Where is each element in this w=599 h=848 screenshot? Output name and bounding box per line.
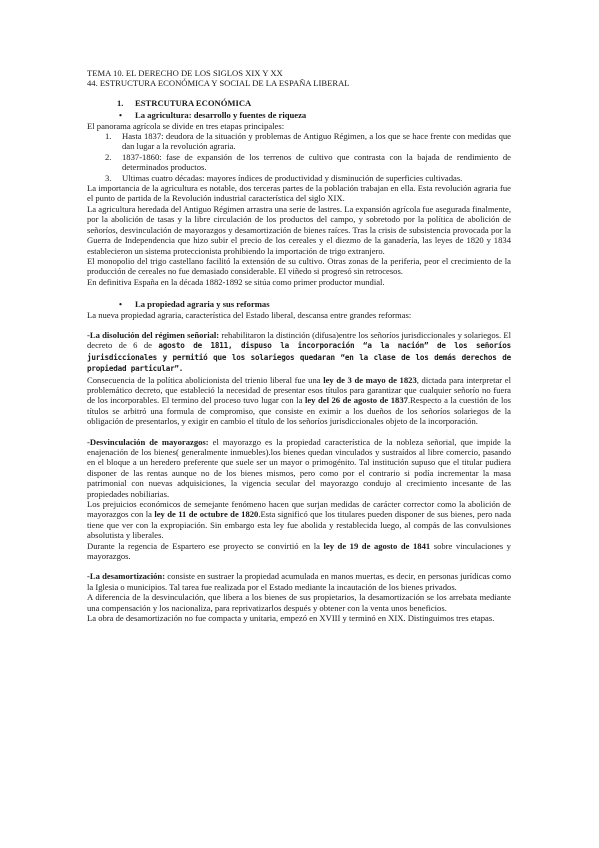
document-body bbox=[87, 68, 511, 624]
text-run: sobre vinculaciones y mayorazgos. bbox=[87, 540, 511, 562]
list-number: 1. bbox=[105, 131, 112, 142]
list-text: 1837-1860: fase de expansión de los terrenos de cultivo que contrasta con la bajada de rendimiento de determinados productos. bbox=[122, 151, 511, 173]
list-text: Hasta 1837: deudora de la situación y problemas de Antiguo Régimen, a los que se hace frente con medidas que dan lugar a la revolución agraria. bbox=[122, 131, 511, 152]
text-run: Consecuencia de la política abolicionista del trienio liberal fue una bbox=[87, 374, 324, 385]
subsection-title: La propiedad agraria y sus reformas bbox=[135, 299, 270, 310]
paragraph: A diferencia de la desvinculación, que libera a los bienes de sus propietarios, la desamortización se los arrebata mediante una compensación y los nacionaliza, para reprivatizarlos después y obtener con la venta unos beneficios. bbox=[87, 592, 511, 613]
stages-list bbox=[87, 131, 511, 183]
paragraph: El monopolio del trigo castellano facilitó la extensión de su cultivo. Otras zonas de la periferia, peor el crecimiento de la producción de cereales no fue demasiado considerable. El viñedo si progresó sin retrocesos. bbox=[87, 255, 511, 277]
section-number: 1. bbox=[117, 97, 124, 108]
text-run: el mayorazgo es la propiedad característica de la nobleza señorial, que impide la enajenación de los bienes( generalmente inmuebles).los bienes quedan vinculados y sustraídos al libre comercio, pasando en el bloque a un heredero preferente que suele ser un mayor o primogénito. Tal institución supuso que el titular pudiera disponer de las rentas aunque no de los bienes mismos, pero como por el contrario si podía incrementar la masa patrimonial con nuevas adquisiciones, la vigencia secular del mayorazgo condujo al crecimiento incesante de las propiedades nobiliarias. bbox=[87, 436, 511, 499]
paragraph-mayorazgos bbox=[87, 437, 511, 499]
topic-heading: TEMA 10. EL DERECHO DE LOS SIGLOS XIX Y XX bbox=[87, 68, 283, 78]
list-number: 2. bbox=[105, 151, 112, 162]
paragraph: La nueva propiedad agraria, característica del Estado liberal, descansa entre grandes reformas: bbox=[87, 309, 412, 320]
spacer bbox=[87, 287, 511, 297]
paragraph: La obra de desamortización no fue compacta y unitaria, empezó en XVIII y terminó en XIX. Distinguimos tres etapas. bbox=[87, 613, 495, 624]
paragraph: En definitiva España en la década 1882-1892 se sitúa como primer productor mundial. bbox=[87, 276, 385, 287]
bullet-icon: • bbox=[119, 110, 123, 121]
text-run: .Esta significó que los titulares pueden disponer de sus bienes, pero nada tiene que ver con la expropiación. Sin embargo esta ley fue abolida y restablecida luego, al compás de las convulsiones absolutista y liberales. bbox=[87, 509, 512, 541]
spacer bbox=[87, 561, 511, 571]
subsection-heading-propiedad bbox=[87, 299, 511, 309]
subsection-title: La agricultura: desarrollo y fuentes de riqueza bbox=[135, 110, 307, 121]
spacer bbox=[87, 320, 511, 330]
paragraph bbox=[87, 499, 511, 541]
list-item bbox=[87, 173, 511, 183]
term-heading: -Desvinculación de mayorazgos: bbox=[87, 436, 209, 447]
paragraph-desamortizacion bbox=[87, 571, 511, 592]
section-title: ESTRCUTURA ECONÓMICA bbox=[135, 97, 252, 108]
list-number: 3. bbox=[105, 172, 112, 183]
text-run: rehabilitaron la distinción (difusa)entre los señoríos jurisdiccionales y solariegos. El decreto de 6 de bbox=[87, 329, 511, 351]
bullet-icon: • bbox=[119, 299, 123, 310]
paragraph: La importancia de la agricultura es notable, dos terceras partes de la población trabajan en ella. Esta revolución agraria fue el punto de partida de la Revolución industrial característica del siglo XIX. bbox=[87, 183, 511, 204]
law-reference: ley de 19 de agosto de 1841 bbox=[323, 540, 431, 551]
text-run: , dictada para interpretar el problemático decreto, que estableció la necesidad de presentar esos títulos para garantizar que cualquier señorío no fuera de los incorporables. El termino del proceso tuvo lugar con la bbox=[87, 374, 511, 406]
lesson-heading: 44. ESTRUCTURA ECONÓMICA Y SOCIAL DE LA ESPAÑA LIBERAL bbox=[87, 78, 350, 89]
list-text: Ultimas cuatro décadas: mayores índices de productividad y disminución de superficies cultivadas. bbox=[122, 172, 463, 183]
list-item bbox=[87, 152, 511, 173]
law-reference: ley de 3 de mayo de 1823 bbox=[323, 374, 417, 385]
text-run: Los prejuicios económicos de semejante fenómeno hacen que surjan medidas de carácter corrector como la abolición de mayorazgos con la bbox=[87, 499, 511, 520]
paragraph bbox=[87, 375, 511, 427]
law-reference: ley del 26 de agosto de 1837 bbox=[304, 395, 408, 406]
subsection-heading-agricultura bbox=[87, 110, 511, 120]
law-reference: ley de 11 de octubre de 1820 bbox=[154, 509, 259, 520]
text-run: Durante la regencia de Espartero ese proyecto se convirtió en la bbox=[87, 540, 324, 551]
term-heading: -La disolución del régimen señorial: bbox=[87, 329, 220, 340]
text-run: consiste en sustraer la propiedad acumulada en manos muertas, es decir, en personas jurídicas como la Iglesia o municipios. Tal tarea fue realizada por el Estado mediante la incautación de los bienes privados. bbox=[87, 571, 511, 592]
term-heading: -La desamortización: bbox=[87, 571, 166, 582]
paragraph-senorial bbox=[87, 330, 511, 375]
paragraph: La agricultura heredada del Antiguo Régimen arrastra una serie de lastres. La expansión agrícola fue asegurada finalmente, por la abolición de tasas y la libre circulación de los productos del campo, y sobretodo por la política de abolición de señoríos, desvinculación de mayorazgos y desamortización de bienes raíces. Tras la crisis de subsistencia provocada por la Guerra de Independencia que hizo subir el precio de los cereales y el diezmo de la ganadería, las leyes de 1820 y 1834 establecieron un sistema proteccionista prohibiendo la importación de trigo extranjero. bbox=[87, 203, 511, 256]
paragraph bbox=[87, 541, 511, 562]
decree-quote: agosto de 1811, dispuso la incorporación “a la nación” de los señoríos jurisdiccionales y permitió que los solariegos quedaran “en la clase de los demás derechos de propiedad particular”. bbox=[87, 341, 511, 374]
paragraph: El panorama agrícola se divide en tres etapas principales: bbox=[87, 120, 285, 131]
spacer bbox=[87, 427, 511, 437]
list-item bbox=[87, 131, 511, 152]
section-heading bbox=[117, 98, 511, 108]
text-run: .Respecto a la cuestión de los títulos se arbitró una formula de compromiso, que consiste en eximir a los dueños de los señoríos solariegos de la obligación de presentarlos, y exigir en cambio el título de los señoríos jurisdiccionales objeto de la incorporación. bbox=[87, 395, 511, 427]
